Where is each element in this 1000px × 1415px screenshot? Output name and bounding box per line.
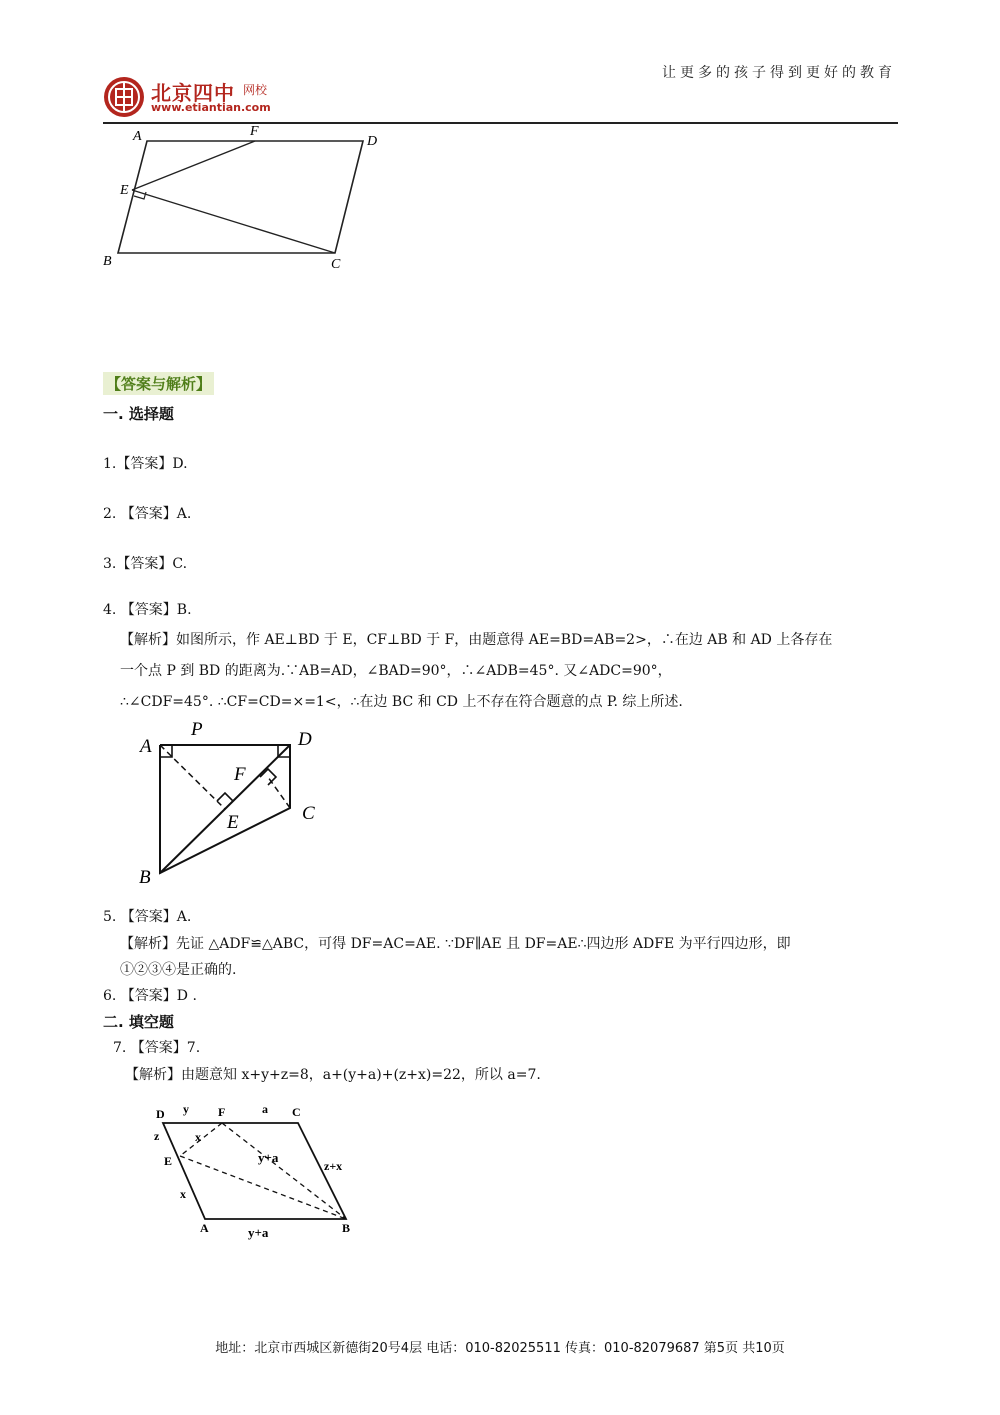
label-z: z bbox=[154, 1129, 160, 1143]
answer-q4: 4. 【答案】B. bbox=[103, 602, 192, 618]
q4-explanation-line3: ∴∠CDF=45°. ∴CF=CD=×=1<，∴在边 BC 和 CD 上不存在符合题意的点 P. 综上所述. bbox=[120, 694, 683, 710]
label-f: F bbox=[234, 764, 246, 785]
right-angle-e bbox=[217, 793, 233, 809]
label-e: E bbox=[120, 183, 129, 198]
label-y-plus-a-inner: y+a bbox=[258, 1150, 279, 1165]
figure-parallelogram-top bbox=[95, 122, 395, 282]
segment-eb bbox=[180, 1156, 346, 1219]
q4-explanation-line1: 【解析】如图所示，作 AE⊥BD 于 E，CF⊥BD 于 F，由题意得 AE=BD=AB=2>，∴在边 AB 和 AD 上各存在 bbox=[120, 632, 833, 648]
label-a-segment: a bbox=[262, 1102, 268, 1116]
label-a: A bbox=[140, 736, 152, 757]
logo-url: www.etiantian.com bbox=[151, 101, 271, 114]
answer-section-tag: 【答案与解析】 bbox=[103, 372, 214, 395]
label-b: B bbox=[139, 867, 151, 888]
label-e: E bbox=[164, 1154, 173, 1168]
logo-subtitle: 网校 bbox=[243, 83, 268, 97]
logo-name: 北京四中 bbox=[151, 81, 235, 105]
label-e: E bbox=[227, 812, 239, 833]
part2-title: 二. 填空题 bbox=[103, 1013, 174, 1031]
label-a: A bbox=[133, 129, 142, 144]
label-y: y bbox=[183, 1102, 189, 1116]
label-d: D bbox=[298, 729, 312, 750]
part1-title: 一. 选择题 bbox=[103, 405, 174, 423]
q5-explanation-line1: 【解析】先证 △ADF≌△ABC，可得 DF=AC=AE. ∵DF∥AE 且 DF=AE∴四边形 ADFE 为平行四边形，即 bbox=[120, 936, 791, 952]
segment-ae bbox=[160, 745, 225, 809]
q4-explanation-line2: 一个点 P 到 BD 的距离为.∵AB=AD，∠BAD=90°，∴∠ADB=45°. 又∠ADC=90°， bbox=[120, 663, 672, 679]
label-z-plus-x: z+x bbox=[324, 1159, 343, 1173]
segment-fe bbox=[180, 1123, 222, 1156]
segment-ef bbox=[132, 141, 255, 190]
parallelogram-dcba bbox=[163, 1123, 346, 1219]
label-c: C bbox=[292, 1105, 301, 1119]
label-b: B bbox=[103, 254, 112, 269]
segment-ec bbox=[132, 190, 335, 253]
label-a: A bbox=[200, 1221, 209, 1235]
figure-parallelogram-bottom bbox=[150, 1095, 370, 1245]
answer-q2: 2. 【答案】A. bbox=[103, 506, 192, 522]
q5-explanation-line2: ①②③④是正确的. bbox=[120, 962, 237, 978]
label-d: D bbox=[156, 1107, 165, 1121]
header-slogan: 让更多的孩子得到更好的教育 bbox=[662, 65, 896, 81]
page-footer: 地址：北京市西城区新德街20号4层 电话：010-82025511 传真：010-82079687 第5页 共10页 bbox=[215, 1341, 785, 1356]
answer-q3: 3.【答案】C. bbox=[103, 556, 188, 572]
label-c: C bbox=[331, 257, 341, 272]
answer-q5: 5. 【答案】A. bbox=[103, 909, 192, 925]
logo-emblem-icon bbox=[103, 75, 147, 119]
label-x-inner: x bbox=[195, 1130, 201, 1144]
answer-q7: 7. 【答案】7. bbox=[113, 1040, 201, 1056]
label-p: P bbox=[191, 719, 203, 740]
figure-quadrilateral-mid bbox=[130, 715, 340, 890]
answer-q6: 6. 【答案】D . bbox=[103, 988, 197, 1004]
label-f: F bbox=[218, 1105, 226, 1119]
school-logo bbox=[103, 75, 303, 119]
label-f: F bbox=[250, 124, 259, 139]
q7-explanation: 【解析】由题意知 x+y+z=8，a+(y+a)+(z+x)=22，所以 a=7. bbox=[125, 1067, 541, 1083]
label-b: B bbox=[342, 1221, 351, 1235]
label-c: C bbox=[302, 803, 315, 824]
answer-q1: 1.【答案】D. bbox=[103, 456, 188, 472]
label-y-plus-a: y+a bbox=[248, 1225, 269, 1240]
label-d: D bbox=[367, 134, 378, 149]
label-x: x bbox=[180, 1187, 186, 1201]
